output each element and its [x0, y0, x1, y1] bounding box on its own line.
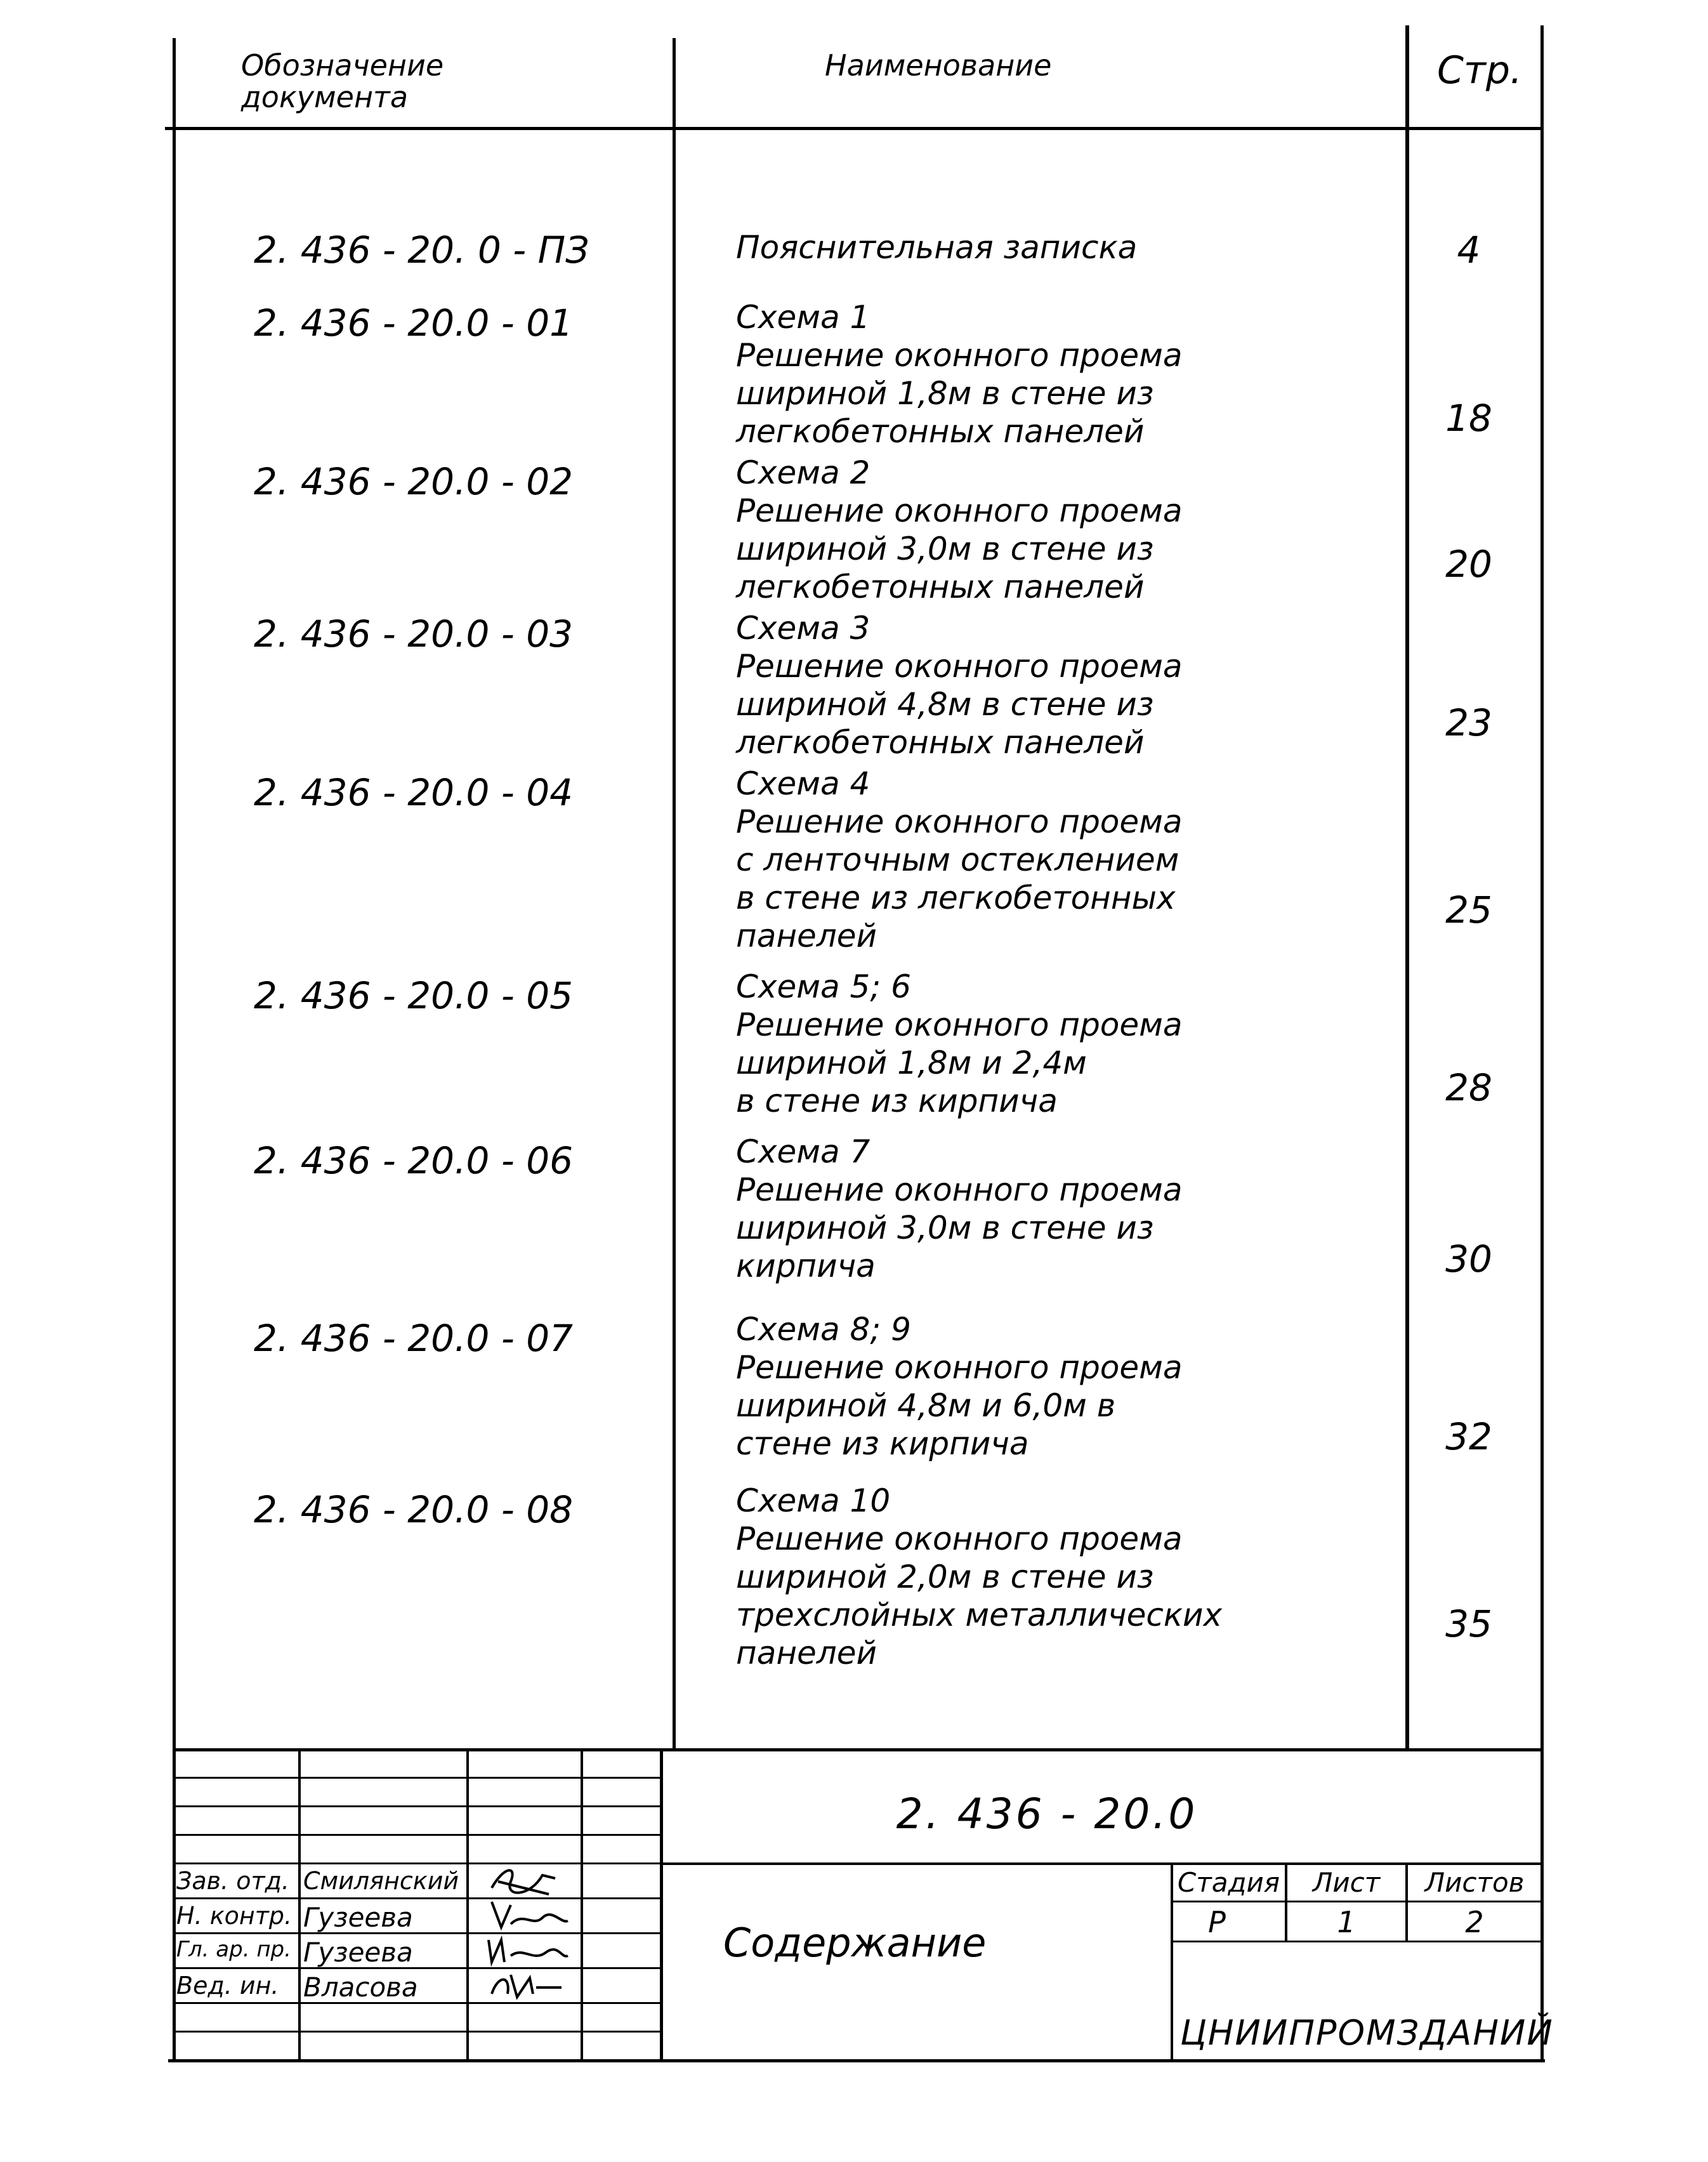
grid-col-line — [298, 1748, 301, 2059]
grid-col-line — [581, 1748, 583, 2059]
row-page: 4 — [1457, 228, 1481, 272]
document-code: 2. 436 - 20.0 — [896, 1790, 1198, 1838]
row-description: Схема 1 Решение оконного проема шириной 1,8м в стене из легкобетонных панелей — [736, 299, 1183, 450]
stage-row-line — [1171, 1901, 1543, 1902]
signature-3 — [473, 1934, 574, 1968]
row-code: 2. 436 - 20.0 - 03 — [254, 612, 574, 656]
row-description: Схема 7 Решение оконного проема шириной 3,0м в стене из кирпича — [736, 1133, 1183, 1284]
grid-row-line — [173, 1805, 661, 1807]
grid-row-line — [173, 2031, 661, 2033]
grid-col-line — [466, 1748, 469, 2059]
row-page: 28 — [1445, 1066, 1492, 1109]
row-description: Схема 3 Решение оконного проема шириной 4,8м в стене из легкобетонных панелей — [736, 610, 1183, 761]
row-code: 2. 436 - 20.0 - 02 — [254, 460, 574, 503]
title-block-mid — [660, 1862, 1543, 1865]
title-block-top — [173, 1748, 1543, 1751]
row-code: 2. 436 - 20.0 - 04 — [254, 771, 574, 814]
grid-row-line — [173, 1777, 661, 1779]
grid-row-line — [173, 1834, 661, 1836]
col-divider-page — [1405, 25, 1409, 1751]
left-border — [173, 38, 176, 2062]
signer-name: Гузеева — [303, 1902, 413, 1933]
row-description: Пояснительная записка — [736, 229, 1138, 266]
signer-name: Смилянский — [303, 1867, 459, 1895]
row-code: 2. 436 - 20.0 - 05 — [254, 974, 574, 1017]
sheet-label: Лист — [1312, 1867, 1381, 1898]
stage-row-line — [1171, 1941, 1543, 1942]
header-underline — [165, 127, 1543, 130]
signer-role: Зав. отд. — [176, 1867, 289, 1895]
grid-col-line — [660, 1748, 663, 2059]
header-doc-label: Обозначение документа — [241, 48, 444, 114]
row-code: 2. 436 - 20.0 - 01 — [254, 301, 574, 345]
grid-row-line — [173, 1862, 661, 1864]
row-description: Схема 2 Решение оконного проема шириной 3,0м в стене из легкобетонных панелей — [736, 454, 1183, 605]
signature-4 — [473, 1968, 574, 2003]
signer-role: Н. контр. — [176, 1902, 292, 1930]
grid-row-line — [173, 1967, 661, 1969]
row-page: 25 — [1445, 888, 1492, 932]
sheets-label: Листов — [1424, 1867, 1525, 1898]
row-description: Схема 5; 6 Решение оконного проема шириной 1,8м и 2,4м в стене из кирпича — [736, 968, 1183, 1119]
header-page-label: Стр. — [1437, 48, 1523, 93]
col-divider-name — [673, 38, 676, 1751]
row-code: 2. 436 - 20. 0 - ПЗ — [254, 228, 589, 272]
signer-role: Гл. ар. пр. — [176, 1937, 291, 1962]
signer-role: Вед. ин. — [176, 1972, 279, 2000]
stage-value: Р — [1208, 1905, 1226, 1939]
organization-name: ЦНИИПРОМЗДАНИЙ — [1180, 2013, 1554, 2053]
sheets-value: 2 — [1465, 1905, 1484, 1939]
row-page: 35 — [1445, 1602, 1492, 1645]
row-page: 32 — [1445, 1415, 1492, 1458]
header-name-label: Наименование — [825, 48, 1052, 82]
signer-name: Гузеева — [303, 1937, 413, 1968]
row-code: 2. 436 - 20.0 - 08 — [254, 1488, 574, 1531]
right-border — [1540, 25, 1544, 2062]
row-page: 23 — [1445, 701, 1492, 744]
row-page: 20 — [1445, 543, 1492, 586]
grid-row-line — [173, 1897, 661, 1899]
sheet-value: 1 — [1337, 1905, 1356, 1939]
row-page: 18 — [1445, 397, 1492, 440]
row-code: 2. 436 - 20.0 - 07 — [254, 1317, 574, 1360]
row-code: 2. 436 - 20.0 - 06 — [254, 1139, 574, 1182]
title-block-bottom — [168, 2059, 1545, 2062]
document-subject: Содержание — [723, 1920, 987, 1966]
signature-1 — [473, 1862, 574, 1901]
row-page: 30 — [1445, 1237, 1492, 1281]
row-description: Схема 10 Решение оконного проема шириной 2,0м в стене из трехслойных металлических панелей — [736, 1482, 1223, 1671]
stage-label: Стадия — [1177, 1867, 1280, 1898]
signature-2 — [473, 1899, 574, 1934]
row-description: Схема 8; 9 Решение оконного проема шириной 4,8м и 6,0м в стене из кирпича — [736, 1311, 1183, 1462]
grid-row-line — [173, 1932, 661, 1934]
signer-name: Власова — [303, 1972, 418, 2003]
row-description: Схема 4 Решение оконного проема с ленточным остеклением в стене из легкобетонных панелей — [736, 765, 1183, 954]
